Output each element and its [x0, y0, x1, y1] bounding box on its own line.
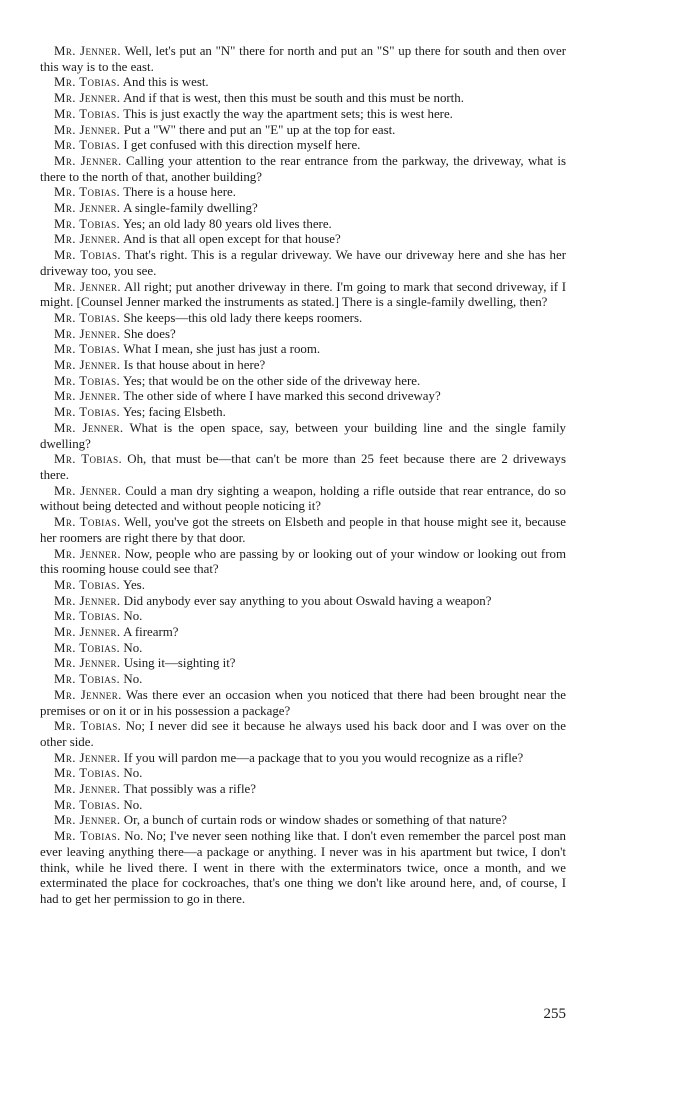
- speech-text: No.: [123, 797, 143, 812]
- speaker-name: Mr. Jenner.: [54, 358, 121, 373]
- speech-text: No.: [123, 672, 143, 687]
- speaker-name: Mr. Jenner.: [54, 91, 121, 106]
- speaker-name: Mr. Tobias.: [54, 216, 121, 231]
- speech-text: Well, let's put an "N" there for north and put an "S" up there for south and then over this way is to the east.: [40, 44, 566, 74]
- speaker-name: Mr. Jenner.: [54, 44, 122, 58]
- testimony-paragraph: [40, 547, 566, 578]
- speech-text: She keeps—this old lady there keeps roomers.: [123, 310, 363, 325]
- testimony-paragraph: [40, 327, 566, 343]
- speaker-name: Mr. Jenner.: [54, 232, 121, 247]
- speech-text: Yes; facing Elsbeth.: [122, 405, 226, 420]
- speech-text: Using it—sighting it?: [123, 656, 236, 671]
- testimony-paragraph: [40, 719, 566, 750]
- testimony-paragraph: [40, 751, 566, 767]
- speaker-name: Mr. Tobias.: [54, 106, 121, 121]
- speaker-name: Mr. Jenner.: [54, 420, 124, 435]
- testimony-paragraph: [40, 813, 566, 829]
- speaker-name: Mr. Tobias.: [54, 719, 122, 734]
- speaker-name: Mr. Jenner.: [54, 389, 121, 404]
- speech-text: Is that house about in here?: [123, 358, 266, 373]
- speaker-name: Mr. Jenner.: [54, 483, 122, 498]
- speaker-name: Mr. Tobias.: [54, 405, 121, 420]
- testimony-paragraph: [40, 358, 566, 374]
- testimony-transcript: [40, 44, 566, 908]
- testimony-paragraph: [40, 185, 566, 201]
- testimony-paragraph: [40, 138, 566, 154]
- speech-text: I get confused with this direction myself here.: [123, 138, 361, 153]
- speaker-name: Mr. Tobias.: [54, 672, 121, 687]
- testimony-paragraph: [40, 389, 566, 405]
- transcript-page: [40, 44, 566, 908]
- speaker-name: Mr. Tobias.: [54, 452, 123, 467]
- testimony-paragraph: [40, 248, 566, 279]
- speaker-name: Mr. Tobias.: [54, 515, 121, 530]
- speaker-name: Mr. Jenner.: [54, 122, 121, 137]
- speaker-name: Mr. Tobias.: [54, 310, 121, 325]
- speaker-name: Mr. Jenner.: [54, 750, 121, 765]
- speaker-name: Mr. Tobias.: [54, 577, 121, 592]
- speech-text: The other side of where I have marked this second driveway?: [123, 389, 441, 404]
- speaker-name: Mr. Jenner.: [54, 625, 121, 640]
- speech-text: Oh, that must be—that can't be more than 25 feet because there are 2 driveways there.: [40, 452, 566, 482]
- speech-text: If you will pardon me—a package that to you you would recognize as a rifle?: [123, 750, 524, 765]
- speaker-name: Mr. Tobias.: [54, 248, 122, 263]
- testimony-paragraph: [40, 217, 566, 233]
- speaker-name: Mr. Tobias.: [54, 797, 121, 812]
- testimony-paragraph: [40, 452, 566, 483]
- testimony-paragraph: [40, 641, 566, 657]
- testimony-paragraph: [40, 107, 566, 123]
- testimony-paragraph: [40, 594, 566, 610]
- speaker-name: Mr. Jenner.: [54, 813, 121, 828]
- testimony-paragraph: [40, 154, 566, 185]
- speech-text: Yes; an old lady 80 years old lives there.: [122, 216, 332, 231]
- testimony-paragraph: [40, 201, 566, 217]
- speaker-name: Mr. Jenner.: [54, 201, 121, 216]
- speaker-name: Mr. Jenner.: [54, 593, 121, 608]
- testimony-paragraph: [40, 232, 566, 248]
- speaker-name: Mr. Tobias.: [54, 829, 121, 844]
- testimony-paragraph: [40, 405, 566, 421]
- speaker-name: Mr. Tobias.: [54, 373, 121, 388]
- testimony-paragraph: [40, 688, 566, 719]
- speech-text: Put a "W" there and put an "E" up at the top for east.: [123, 122, 396, 137]
- speaker-name: Mr. Jenner.: [54, 782, 121, 797]
- speech-text: No. No; I've never seen nothing like that. I don't even remember the parcel post man ever leaving anything there—a package or anything. I never was in his apartment but twice, I don't think, while he lived there. I went in there with the exterminators twice, once a month, and we exterminated the place for cockroaches, that's one thing we don't like around here, and, of course, I had to get her permission to go in there.: [40, 829, 566, 906]
- testimony-paragraph: [40, 515, 566, 546]
- speaker-name: Mr. Tobias.: [54, 185, 121, 200]
- speaker-name: Mr. Tobias.: [54, 342, 121, 357]
- speech-text: Did anybody ever say anything to you about Oswald having a weapon?: [123, 593, 492, 608]
- speaker-name: Mr. Jenner.: [54, 279, 122, 294]
- speech-text: There is a house here.: [123, 185, 236, 200]
- testimony-paragraph: [40, 578, 566, 594]
- testimony-paragraph: [40, 44, 566, 75]
- speaker-name: Mr. Jenner.: [54, 546, 122, 561]
- testimony-paragraph: [40, 609, 566, 625]
- speech-text: Or, a bunch of curtain rods or window shades or something of that nature?: [123, 813, 508, 828]
- testimony-paragraph: [40, 374, 566, 390]
- testimony-paragraph: [40, 766, 566, 782]
- speaker-name: Mr. Jenner.: [54, 656, 121, 671]
- speech-text: Calling your attention to the rear entrance from the parkway, the driveway, what is there to the north of that, another building?: [40, 153, 567, 184]
- speech-text: Could a man dry sighting a weapon, holding a rifle outside that rear entrance, do so without being detected and without people noticing it?: [40, 483, 566, 514]
- speech-text: This is just exactly the way the apartment sets; this is west here.: [123, 106, 453, 121]
- testimony-paragraph: [40, 782, 566, 798]
- testimony-paragraph: [40, 342, 566, 358]
- testimony-paragraph: [40, 829, 566, 908]
- speaker-name: Mr. Tobias.: [54, 75, 121, 90]
- speech-text: And this is west.: [122, 75, 209, 90]
- speech-text: That possibly was a rifle?: [123, 782, 256, 797]
- speech-text: A firearm?: [123, 625, 179, 640]
- speaker-name: Mr. Jenner.: [54, 153, 122, 168]
- speech-text: No; I never did see it because he always used his back door and I was over on the other side.: [40, 719, 566, 749]
- page-number: 255: [543, 1006, 566, 1022]
- speech-text: And if that is west, then this must be south and this must be north.: [123, 91, 464, 106]
- testimony-paragraph: [40, 625, 566, 641]
- speaker-name: Mr. Tobias.: [54, 138, 121, 153]
- speech-text: Yes; that would be on the other side of the driveway here.: [122, 373, 421, 388]
- testimony-paragraph: [40, 421, 566, 452]
- testimony-paragraph: [40, 672, 566, 688]
- speech-text: What I mean, she just has just a room.: [123, 342, 321, 357]
- speaker-name: Mr. Tobias.: [54, 640, 121, 655]
- testimony-paragraph: [40, 91, 566, 107]
- speaker-name: Mr. Tobias.: [54, 609, 121, 624]
- testimony-paragraph: [40, 280, 566, 311]
- testimony-paragraph: [40, 311, 566, 327]
- speech-text: That's right. This is a regular driveway. We have our driveway here and she has her driveway too, you see.: [40, 248, 566, 278]
- speech-text: What is the open space, say, between your building line and the single family dwelling?: [40, 420, 566, 451]
- speech-text: And is that all open except for that house?: [123, 232, 341, 247]
- speech-text: No.: [123, 609, 143, 624]
- testimony-paragraph: [40, 123, 566, 139]
- testimony-paragraph: [40, 656, 566, 672]
- speech-text: Was there ever an occasion when you noticed that there had been brought near the premises or on it or in his possession a package?: [40, 687, 566, 718]
- speech-text: All right; put another driveway in there. I'm going to mark that second driveway, if I might. [Counsel Jenner marked the instruments as stated.] There is a single-family dwelling, then?: [40, 279, 566, 310]
- speech-text: No.: [123, 640, 143, 655]
- speaker-name: Mr. Jenner.: [54, 326, 121, 341]
- testimony-paragraph: [40, 75, 566, 91]
- speech-text: Now, people who are passing by or looking out of your window or looking out from this rooming house could see that?: [40, 546, 566, 577]
- speaker-name: Mr. Tobias.: [54, 766, 121, 781]
- speech-text: Yes.: [122, 577, 145, 592]
- speech-text: No.: [123, 766, 143, 781]
- speech-text: She does?: [123, 326, 176, 341]
- testimony-paragraph: [40, 798, 566, 814]
- speaker-name: Mr. Jenner.: [54, 687, 122, 702]
- testimony-paragraph: [40, 484, 566, 515]
- speech-text: Well, you've got the streets on Elsbeth and people in that house might see it, because her roomers are right there by that door.: [40, 515, 566, 545]
- speech-text: A single-family dwelling?: [123, 201, 258, 216]
